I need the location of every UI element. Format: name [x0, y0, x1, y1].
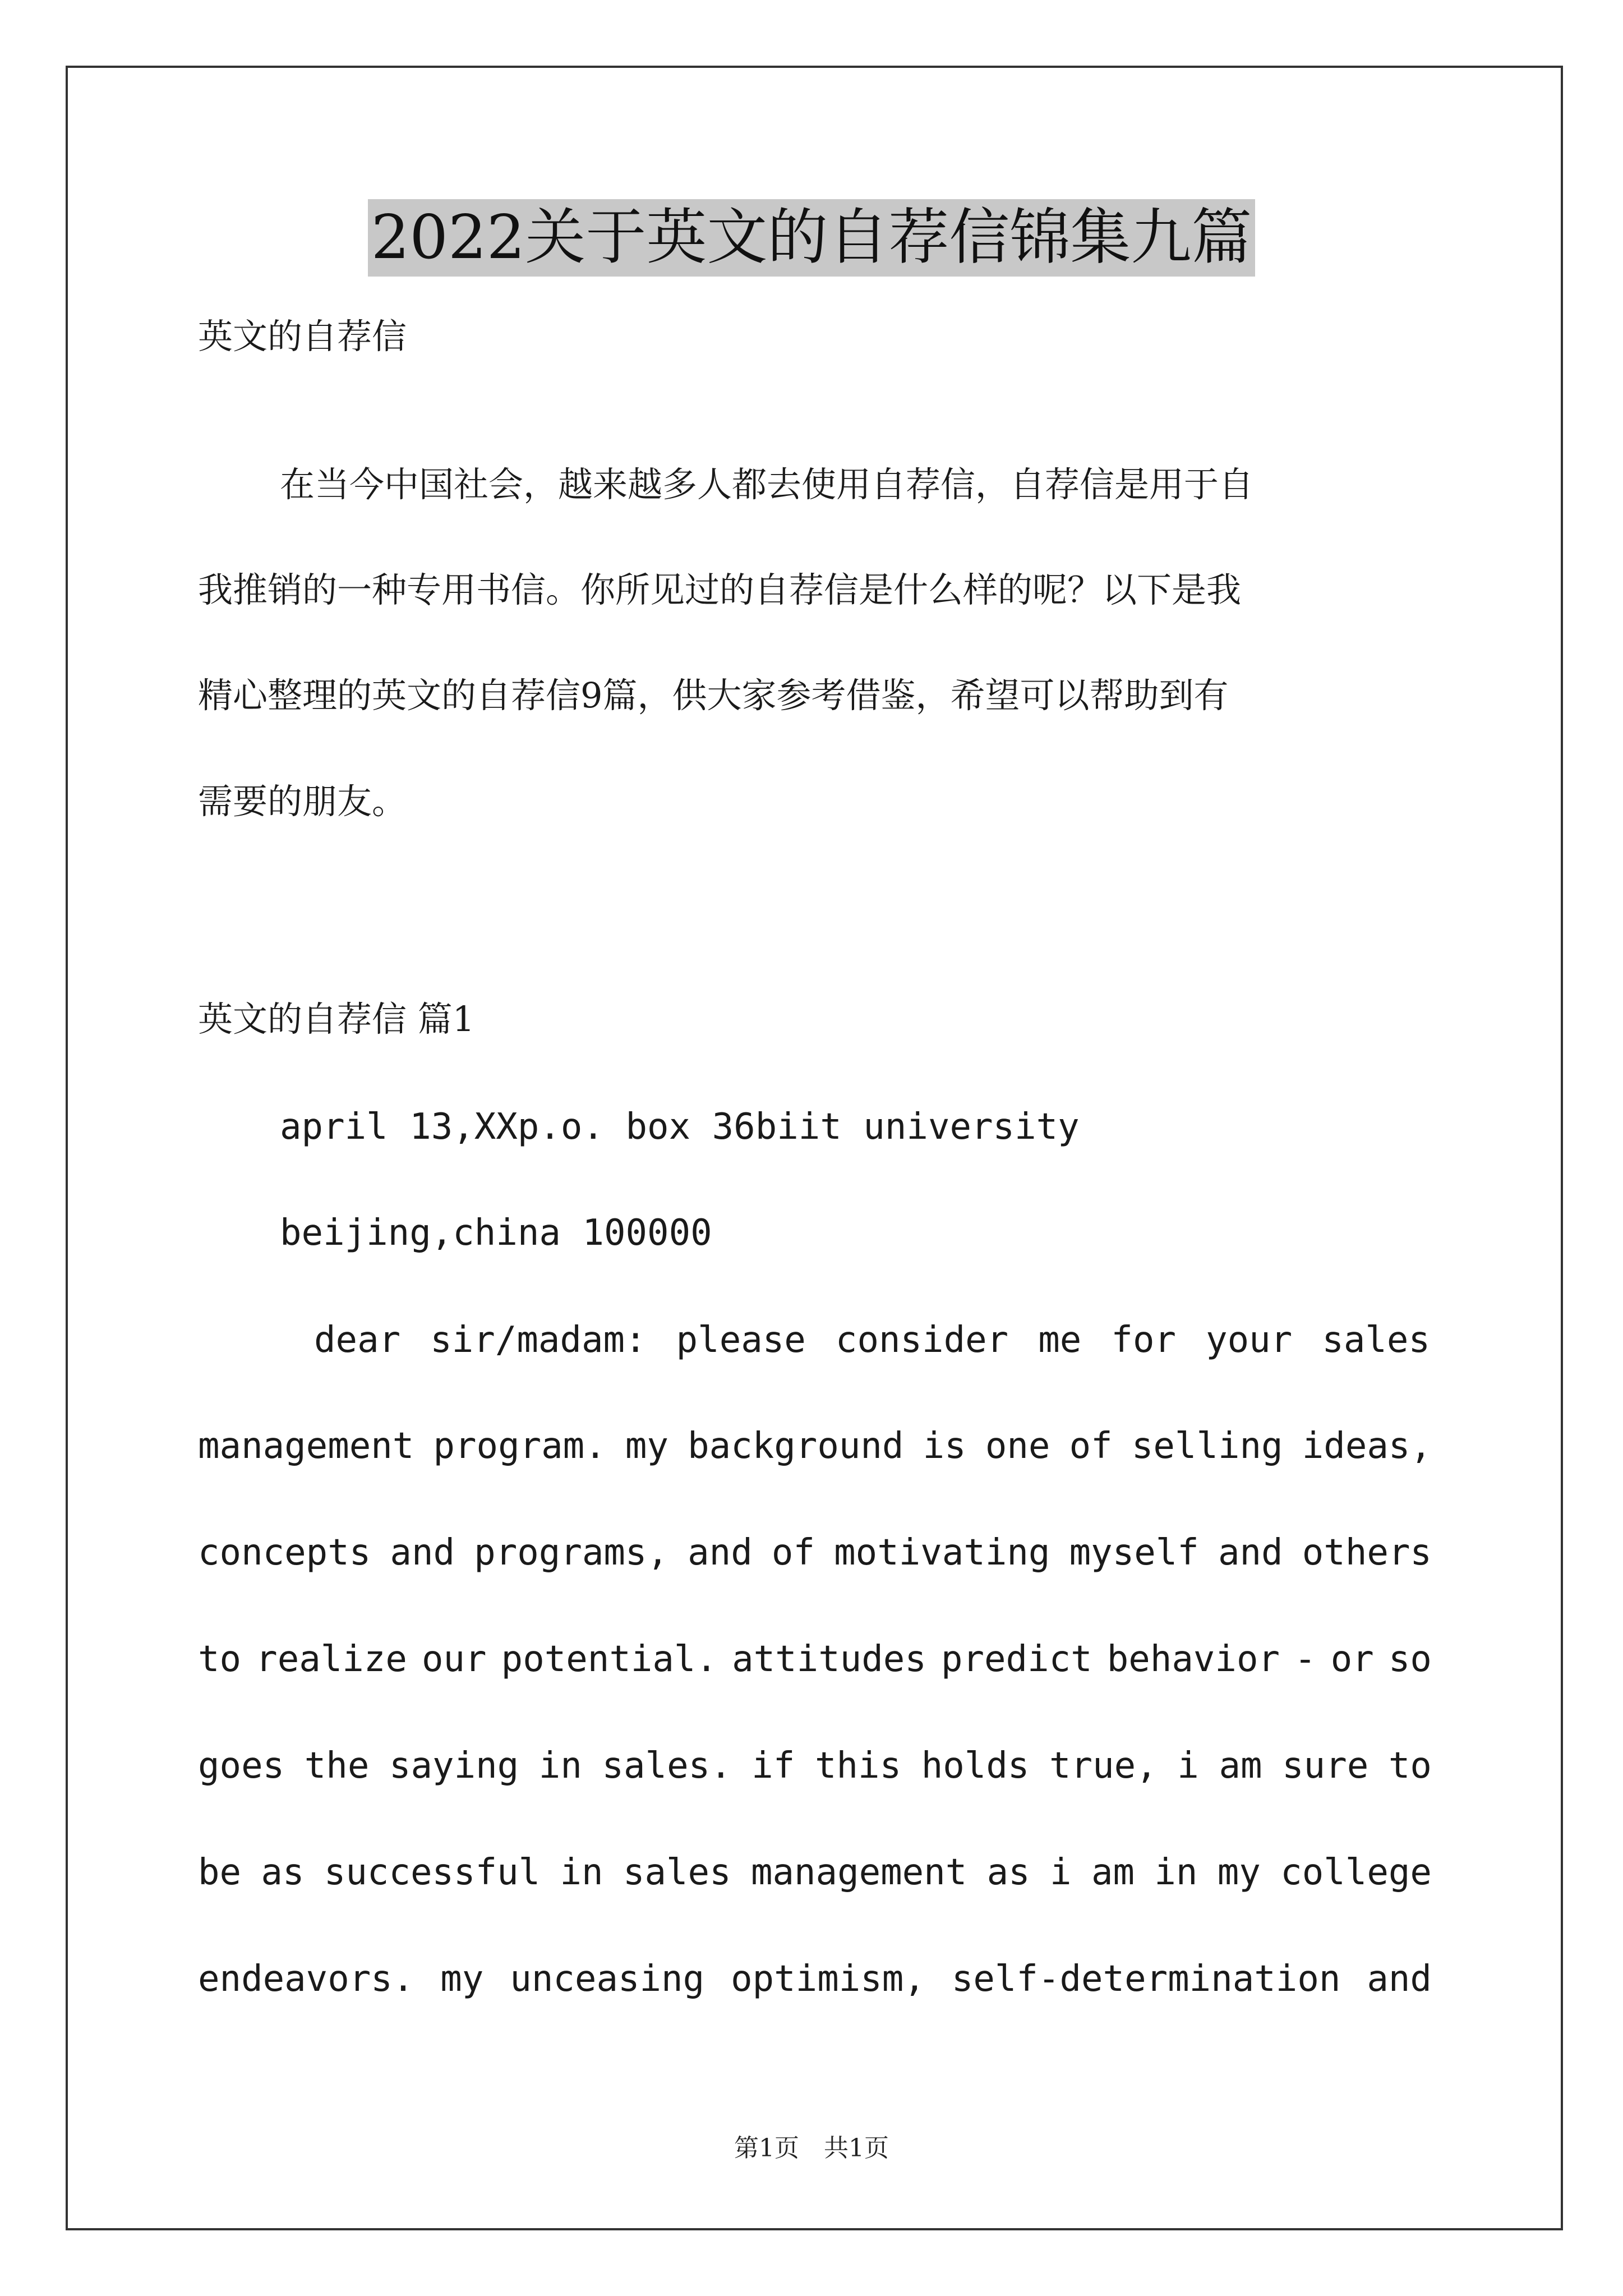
letter-word: behavior: [1106, 1639, 1280, 1680]
letter-word: optimism,: [731, 1958, 925, 2000]
letter-word: to: [198, 1639, 242, 1680]
title-container: [0, 199, 1623, 277]
main-heading: 英文的自荐信: [198, 316, 407, 357]
letter-line: [314, 1318, 1430, 1363]
letter-word: in: [538, 1745, 582, 1787]
letter-word: management: [198, 1425, 414, 1467]
letter-word: consider: [835, 1319, 1009, 1361]
letter-word: saying: [389, 1745, 519, 1787]
letter-word: please: [676, 1319, 806, 1361]
letter-word: so: [1388, 1639, 1432, 1680]
letter-line: [198, 1957, 1432, 2001]
letter-word: and: [688, 1532, 753, 1573]
letter-word: others: [1302, 1532, 1432, 1573]
letter-word: our: [421, 1639, 487, 1680]
letter-word: program.: [433, 1425, 606, 1467]
letter-word: as: [261, 1852, 305, 1893]
letter-word: endeavors.: [198, 1958, 414, 2000]
letter-word: holds: [921, 1745, 1030, 1787]
letter-word: i: [1177, 1745, 1199, 1787]
letter-word: realize: [256, 1639, 407, 1680]
letter-word: and: [1367, 1958, 1432, 2000]
letter-word: of: [1069, 1425, 1113, 1467]
intro-line-1: 在当今中国社会，越来越多人都去使用自荐信，自荐信是用于自: [280, 464, 1254, 505]
letter-word: or: [1330, 1639, 1374, 1680]
letter-word: and: [390, 1532, 455, 1573]
letter-word: college: [1280, 1852, 1432, 1893]
letter-word: your: [1206, 1319, 1293, 1361]
letter-word: to: [1388, 1745, 1432, 1787]
intro-line-4: 需要的朋友。: [198, 781, 407, 822]
letter-word: attitudes: [732, 1639, 926, 1680]
intro-line-2: 我推销的一种专用书信。你所见过的自荐信是什么样的呢？以下是我: [198, 569, 1242, 610]
letter-word: am: [1219, 1745, 1262, 1787]
letter-word: one: [985, 1425, 1050, 1467]
address-line-1: april 13,XXp.o. box 36biit university: [280, 1106, 1080, 1148]
letter-line: [198, 1743, 1432, 1788]
letter-word: this: [814, 1745, 902, 1787]
letter-word: me: [1038, 1319, 1082, 1361]
letter-word: sure: [1282, 1745, 1369, 1787]
letter-word: my: [1217, 1852, 1261, 1893]
intro-line-3: 精心整理的英文的自荐信9篇，供大家参考借鉴，希望可以帮助到有: [198, 675, 1229, 716]
letter-word: motivating: [834, 1532, 1050, 1573]
section-heading: 英文的自荐信 篇1: [198, 999, 475, 1039]
letter-word: programs,: [474, 1532, 668, 1573]
letter-word: management: [750, 1852, 967, 1893]
letter-word: for: [1111, 1319, 1176, 1361]
letter-word: -: [1294, 1639, 1316, 1680]
letter-word: sales.: [602, 1745, 732, 1787]
letter-line: [198, 1424, 1432, 1469]
letter-word: ideas,: [1302, 1425, 1432, 1467]
letter-word: goes: [198, 1745, 285, 1787]
letter-word: selling: [1131, 1425, 1283, 1467]
letter-word: be: [198, 1852, 242, 1893]
letter-word: sales: [623, 1852, 731, 1893]
letter-word: in: [1154, 1852, 1198, 1893]
letter-word: concepts: [198, 1532, 371, 1573]
letter-word: successful: [324, 1852, 541, 1893]
letter-word: dear: [314, 1319, 401, 1361]
letter-word: predict: [940, 1639, 1092, 1680]
letter-word: as: [986, 1852, 1030, 1893]
letter-line: [198, 1850, 1432, 1895]
letter-word: and: [1218, 1532, 1283, 1573]
letter-word: am: [1091, 1852, 1135, 1893]
letter-word: the: [304, 1745, 370, 1787]
letter-word: my: [440, 1958, 484, 2000]
letter-word: if: [751, 1745, 795, 1787]
page-footer: 第1页 共1页: [734, 2134, 889, 2162]
letter-word: unceasing: [510, 1958, 705, 2000]
letter-word: of: [771, 1532, 815, 1573]
letter-word: is: [923, 1425, 966, 1467]
letter-word: potential.: [501, 1639, 717, 1680]
letter-word: sir/madam:: [430, 1319, 647, 1361]
letter-word: true,: [1049, 1745, 1158, 1787]
letter-line: [198, 1637, 1432, 1682]
letter-word: i: [1050, 1852, 1072, 1893]
address-line-2: beijing,china 100000: [280, 1212, 712, 1254]
page-title: 2022关于英文的自荐信锦集九篇: [368, 199, 1256, 277]
letter-word: my: [625, 1425, 668, 1467]
letter-word: background: [688, 1425, 904, 1467]
letter-word: self-determination: [951, 1958, 1341, 2000]
letter-line: [198, 1530, 1432, 1575]
letter-word: in: [560, 1852, 603, 1893]
letter-word: sales: [1322, 1319, 1430, 1361]
letter-word: myself: [1069, 1532, 1199, 1573]
